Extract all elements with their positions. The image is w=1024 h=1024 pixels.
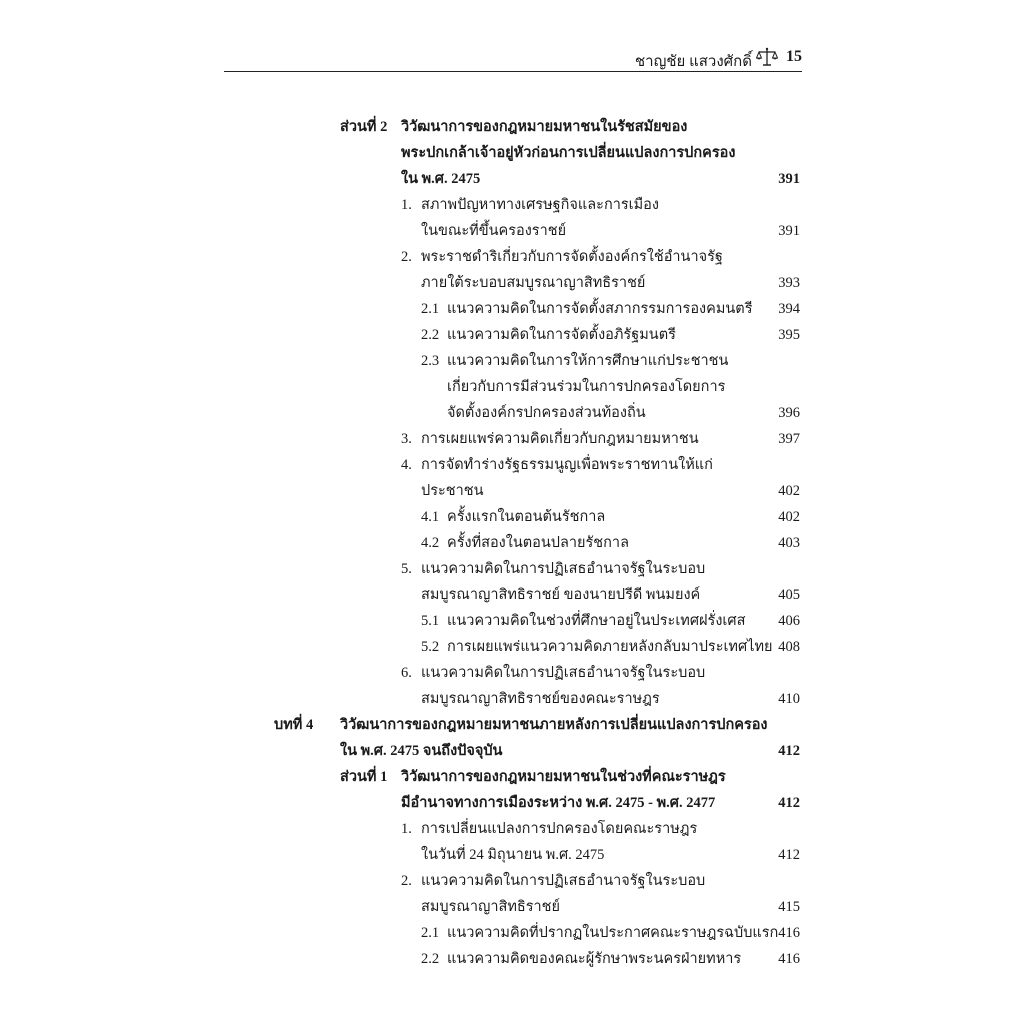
toc-title: สมบูรณาญาสิทธิราชย์ bbox=[421, 899, 561, 915]
toc-row bbox=[0, 766, 1024, 792]
toc-title: ใน พ.ศ. 2475 จนถึงปัจจุบัน bbox=[340, 743, 503, 759]
toc-page: 416 bbox=[778, 925, 800, 941]
toc-page: 415 bbox=[778, 899, 800, 915]
toc-title: มีอำนาจทางการเมืองระหว่าง พ.ศ. 2475 - พ.ศ. 2477 bbox=[401, 795, 716, 811]
toc-row bbox=[0, 818, 1024, 844]
toc-row bbox=[0, 116, 1024, 142]
toc-row bbox=[0, 558, 1024, 584]
toc-label: 5. bbox=[401, 561, 412, 577]
toc-label: 4. bbox=[401, 457, 412, 473]
toc-label: 3. bbox=[401, 431, 412, 447]
toc-row bbox=[0, 298, 1024, 324]
toc-title: แนวความคิดในการจัดตั้งสภากรรมการองคมนตรี bbox=[447, 301, 753, 317]
toc-label: 4.1 bbox=[421, 509, 440, 525]
toc-title: สมบูรณาญาสิทธิราชย์ ของนายปรีดี พนมยงค์ bbox=[421, 587, 701, 603]
toc-row bbox=[0, 402, 1024, 428]
toc-label: ส่วนที่ 2 bbox=[340, 119, 388, 135]
toc-title: ประชาชน bbox=[421, 483, 484, 499]
toc-row bbox=[0, 194, 1024, 220]
toc-title: แนวความคิดในการจัดตั้งอภิรัฐมนตรี bbox=[447, 327, 676, 343]
toc-row bbox=[0, 584, 1024, 610]
toc-page: 402 bbox=[778, 483, 800, 499]
toc-title: แนวความคิดในการให้การศึกษาแก่ประชาชน bbox=[447, 353, 729, 369]
toc-page: 408 bbox=[778, 639, 800, 655]
toc-title: เกี่ยวกับการมีส่วนร่วมในการปกครองโดยการ bbox=[447, 379, 726, 395]
toc-page: 406 bbox=[778, 613, 800, 629]
toc-row bbox=[0, 220, 1024, 246]
toc-row bbox=[0, 844, 1024, 870]
toc-title: แนวความคิดที่ปรากฏในประกาศคณะราษฎรฉบับแรก bbox=[447, 925, 779, 941]
toc-row bbox=[0, 870, 1024, 896]
toc-row bbox=[0, 688, 1024, 714]
toc-title: จัดตั้งองค์กรปกครองส่วนท้องถิ่น bbox=[447, 405, 646, 421]
toc-page: 391 bbox=[778, 223, 800, 239]
toc-row bbox=[0, 454, 1024, 480]
toc-label: 5.2 bbox=[421, 639, 440, 655]
toc-title: แนวความคิดในการปฏิเสธอำนาจรัฐในระบอบ bbox=[421, 873, 706, 889]
toc-label: 2.3 bbox=[421, 353, 440, 369]
toc-title: วิวัฒนาการของกฎหมายมหาชนในช่วงที่คณะราษฎร bbox=[401, 769, 726, 785]
toc-page: 412 bbox=[778, 743, 800, 759]
toc-label: 2.2 bbox=[421, 951, 440, 967]
toc-label: 2. bbox=[401, 873, 412, 889]
toc-row bbox=[0, 168, 1024, 194]
toc-page: 410 bbox=[778, 691, 800, 707]
toc-title: แนวความคิดในการปฏิเสธอำนาจรัฐในระบอบ bbox=[421, 665, 706, 681]
toc-title: ครั้งที่สองในตอนปลายรัชกาล bbox=[447, 535, 629, 551]
toc-label: 2.1 bbox=[421, 925, 440, 941]
toc-row bbox=[0, 324, 1024, 350]
toc-title: สมบูรณาญาสิทธิราชย์ของคณะราษฎร bbox=[421, 691, 660, 707]
toc-page: 412 bbox=[778, 795, 800, 811]
toc-page: 393 bbox=[778, 275, 800, 291]
toc-row bbox=[0, 350, 1024, 376]
toc-label: 2.1 bbox=[421, 301, 440, 317]
toc-label: 1. bbox=[401, 197, 412, 213]
toc-label: 5.1 bbox=[421, 613, 440, 629]
toc-title: ภายใต้ระบอบสมบูรณาญาสิทธิราชย์ bbox=[421, 275, 646, 291]
toc-title: ครั้งแรกในตอนต้นรัชกาล bbox=[447, 509, 606, 525]
toc-page: 412 bbox=[778, 847, 800, 863]
toc-title: ในวันที่ 24 มิถุนายน พ.ศ. 2475 bbox=[421, 847, 605, 863]
toc-row bbox=[0, 948, 1024, 974]
toc-page: 416 bbox=[778, 951, 800, 967]
toc-page: 394 bbox=[778, 301, 800, 317]
header-author: ชาญชัย แสวงศักดิ์ bbox=[634, 54, 752, 70]
toc-title: ใน พ.ศ. 2475 bbox=[401, 171, 481, 187]
toc-page: 397 bbox=[778, 431, 800, 447]
toc-row bbox=[0, 428, 1024, 454]
toc-row bbox=[0, 142, 1024, 168]
toc-page: 402 bbox=[778, 509, 800, 525]
toc-label: 6. bbox=[401, 665, 412, 681]
toc-label: 2.2 bbox=[421, 327, 440, 343]
header-page-number: 15 bbox=[786, 48, 802, 65]
toc-title: แนวความคิดในช่วงที่ศึกษาอยู่ในประเทศฝรั่งเศส bbox=[447, 613, 746, 629]
toc-row bbox=[0, 532, 1024, 558]
toc-title: การเผยแพร่แนวความคิดภายหลังกลับมาประเทศไทย bbox=[447, 639, 773, 655]
toc-title: วิวัฒนาการของกฎหมายมหาชนในรัชสมัยของ bbox=[401, 119, 688, 135]
toc-page: 391 bbox=[778, 171, 800, 187]
toc-title: ในขณะที่ขึ้นครองราชย์ bbox=[421, 223, 567, 239]
toc-title: สภาพปัญหาทางเศรษฐกิจและการเมือง bbox=[421, 197, 659, 213]
toc-label: 4.2 bbox=[421, 535, 440, 551]
toc-row bbox=[0, 740, 1024, 766]
toc-page: 396 bbox=[778, 405, 800, 421]
toc-title: วิวัฒนาการของกฎหมายมหาชนภายหลังการเปลี่ยนแปลงการปกครอง bbox=[340, 717, 768, 733]
toc-row bbox=[0, 376, 1024, 402]
toc-row bbox=[0, 610, 1024, 636]
toc-title: พระราชดำริเกี่ยวกับการจัดตั้งองค์กรใช้อำนาจรัฐ bbox=[421, 249, 723, 265]
toc-row bbox=[0, 896, 1024, 922]
toc-row bbox=[0, 246, 1024, 272]
toc-row bbox=[0, 272, 1024, 298]
toc-title: แนวความคิดในการปฏิเสธอำนาจรัฐในระบอบ bbox=[421, 561, 706, 577]
toc-row bbox=[0, 792, 1024, 818]
toc-title: การจัดทำร่างรัฐธรรมนูญเพื่อพระราชทานให้แก่ bbox=[421, 457, 713, 473]
toc-row bbox=[0, 922, 1024, 948]
toc-row bbox=[0, 636, 1024, 662]
toc-label: 1. bbox=[401, 821, 412, 837]
toc-row bbox=[0, 714, 1024, 740]
toc-page: 403 bbox=[778, 535, 800, 551]
toc-title: การเผยแพร่ความคิดเกี่ยวกับกฎหมายมหาชน bbox=[421, 431, 699, 447]
toc-label: 2. bbox=[401, 249, 412, 265]
toc-title: พระปกเกล้าเจ้าอยู่หัวก่อนการเปลี่ยนแปลงการปกครอง bbox=[401, 145, 736, 161]
toc-row bbox=[0, 506, 1024, 532]
toc-row bbox=[0, 662, 1024, 688]
toc-label: ส่วนที่ 1 bbox=[340, 769, 388, 785]
toc-row bbox=[0, 480, 1024, 506]
toc-chapter-label: บทที่ 4 bbox=[274, 717, 314, 733]
toc-page: 405 bbox=[778, 587, 800, 603]
toc-page: 395 bbox=[778, 327, 800, 343]
toc-title: แนวความคิดของคณะผู้รักษาพระนครฝ่ายทหาร bbox=[447, 951, 742, 967]
toc-title: การเปลี่ยนแปลงการปกครองโดยคณะราษฎร bbox=[421, 821, 698, 837]
